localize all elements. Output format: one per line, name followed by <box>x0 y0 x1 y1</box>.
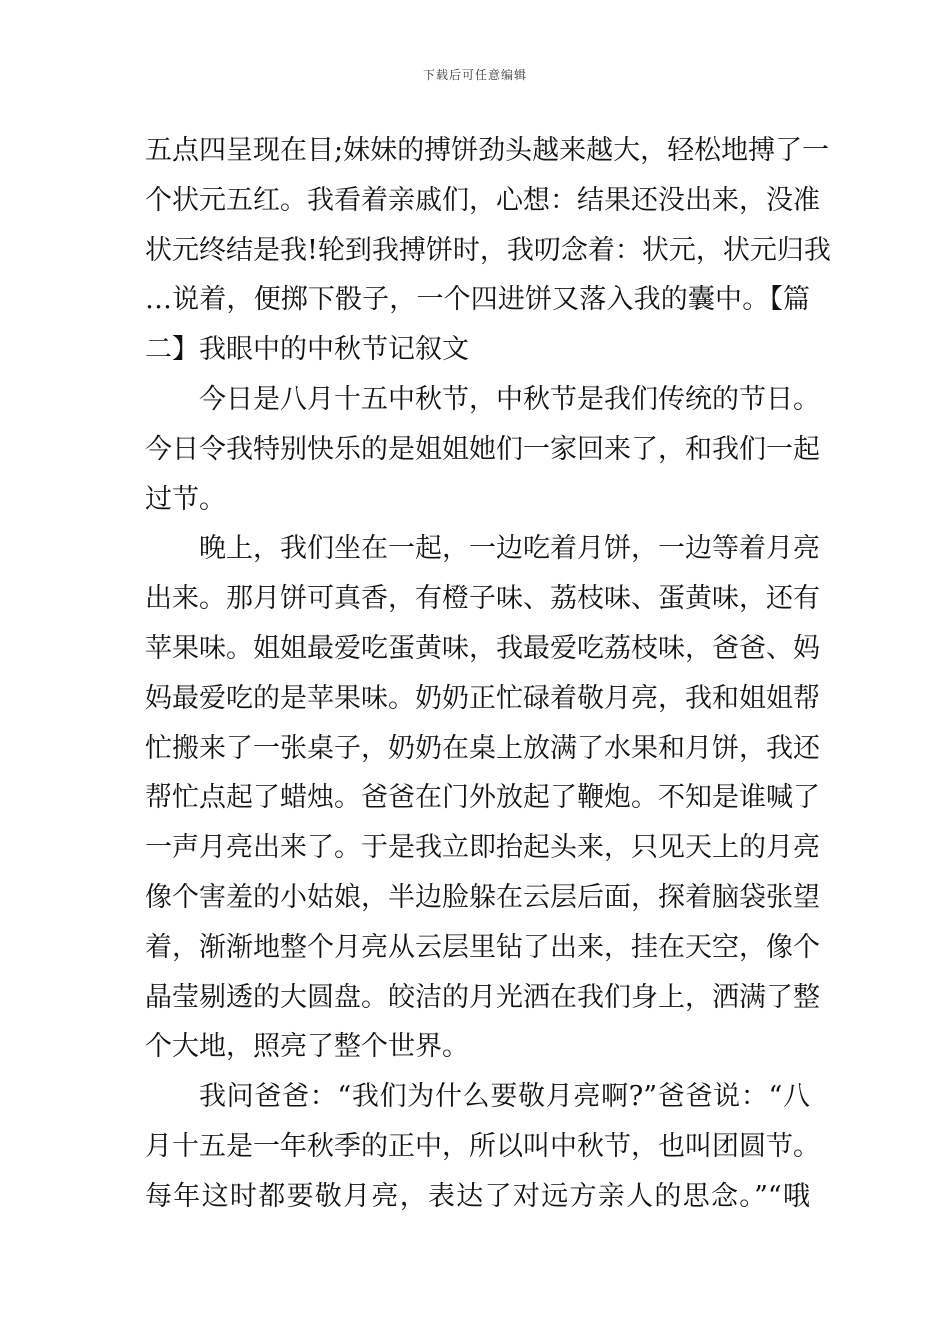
text-line: 出来。那月饼可真香，有橙子味、荔枝味、蛋黄味，还有 <box>145 583 820 615</box>
paragraph <box>145 375 820 524</box>
text-line: 晶莹剔透的大圆盘。皎洁的月光洒在我们身上，洒满了整 <box>145 981 820 1013</box>
page-header: 下载后可任意编辑 <box>422 68 527 82</box>
text-line: 一声月亮出来了。于是我立即抬起头来，只见天上的月亮 <box>145 832 820 864</box>
paragraph <box>145 126 831 375</box>
section-title-line: 二】我眼中的中秋节记叙文 <box>145 334 469 366</box>
text-line: 忙搬来了一张桌子，奶奶在桌上放满了水果和月饼，我还 <box>145 732 820 764</box>
text-line: 着，渐渐地整个月亮从云层里钻了出来，挂在天空，像个 <box>145 931 820 963</box>
text-line: 妈最爱吃的是苹果味。奶奶正忙碌着敬月亮，我和姐姐帮 <box>145 682 820 714</box>
text-line: 帮忙点起了蜡烛。爸爸在门外放起了鞭炮。不知是谁喊了 <box>145 782 820 814</box>
paragraph <box>145 1072 820 1221</box>
text-line: 个大地，照亮了整个世界。 <box>145 1031 469 1063</box>
text-line: 个状元五红。我看着亲戚们，心想：结果还没出来，没准 <box>145 184 820 216</box>
text-line: 月十五是一年秋季的正中，所以叫中秋节，也叫团圆节。 <box>145 1130 820 1162</box>
text-line: …说着，便掷下骰子，一个四进饼又落入我的囊中。【篇 <box>145 284 810 316</box>
text-line: 五点四呈现在目;妹妹的搏饼劲头越来越大，轻松地搏了一 <box>145 135 830 166</box>
text-line: 每年这时都要敬月亮，表达了对远方亲人的思念。”“哦 <box>145 1180 810 1212</box>
text-line: 苹果味。姐姐最爱吃蛋黄味，我最爱吃荔枝味，爸爸、妈 <box>145 632 820 664</box>
text-line: 今日令我特别快乐的是姐姐她们一家回来了，和我们一起 <box>145 433 820 465</box>
text-line: 我问爸爸：“我们为什么要敬月亮啊?”爸爸说：“八 <box>199 1081 810 1113</box>
text-line: 今日是八月十五中秋节，中秋节是我们传统的节日。 <box>199 383 820 415</box>
text-line: 状元终结是我!轮到我搏饼时，我叨念着：状元，状元归我 <box>145 234 831 266</box>
document-body <box>145 126 831 1222</box>
text-line: 像个害羞的小姑娘，半边脸躲在云层后面，探着脑袋张望 <box>145 881 820 913</box>
text-line: 晚上，我们坐在一起，一边吃着月饼，一边等着月亮 <box>199 533 820 565</box>
text-line: 过节。 <box>145 483 226 515</box>
paragraph <box>145 524 820 1072</box>
